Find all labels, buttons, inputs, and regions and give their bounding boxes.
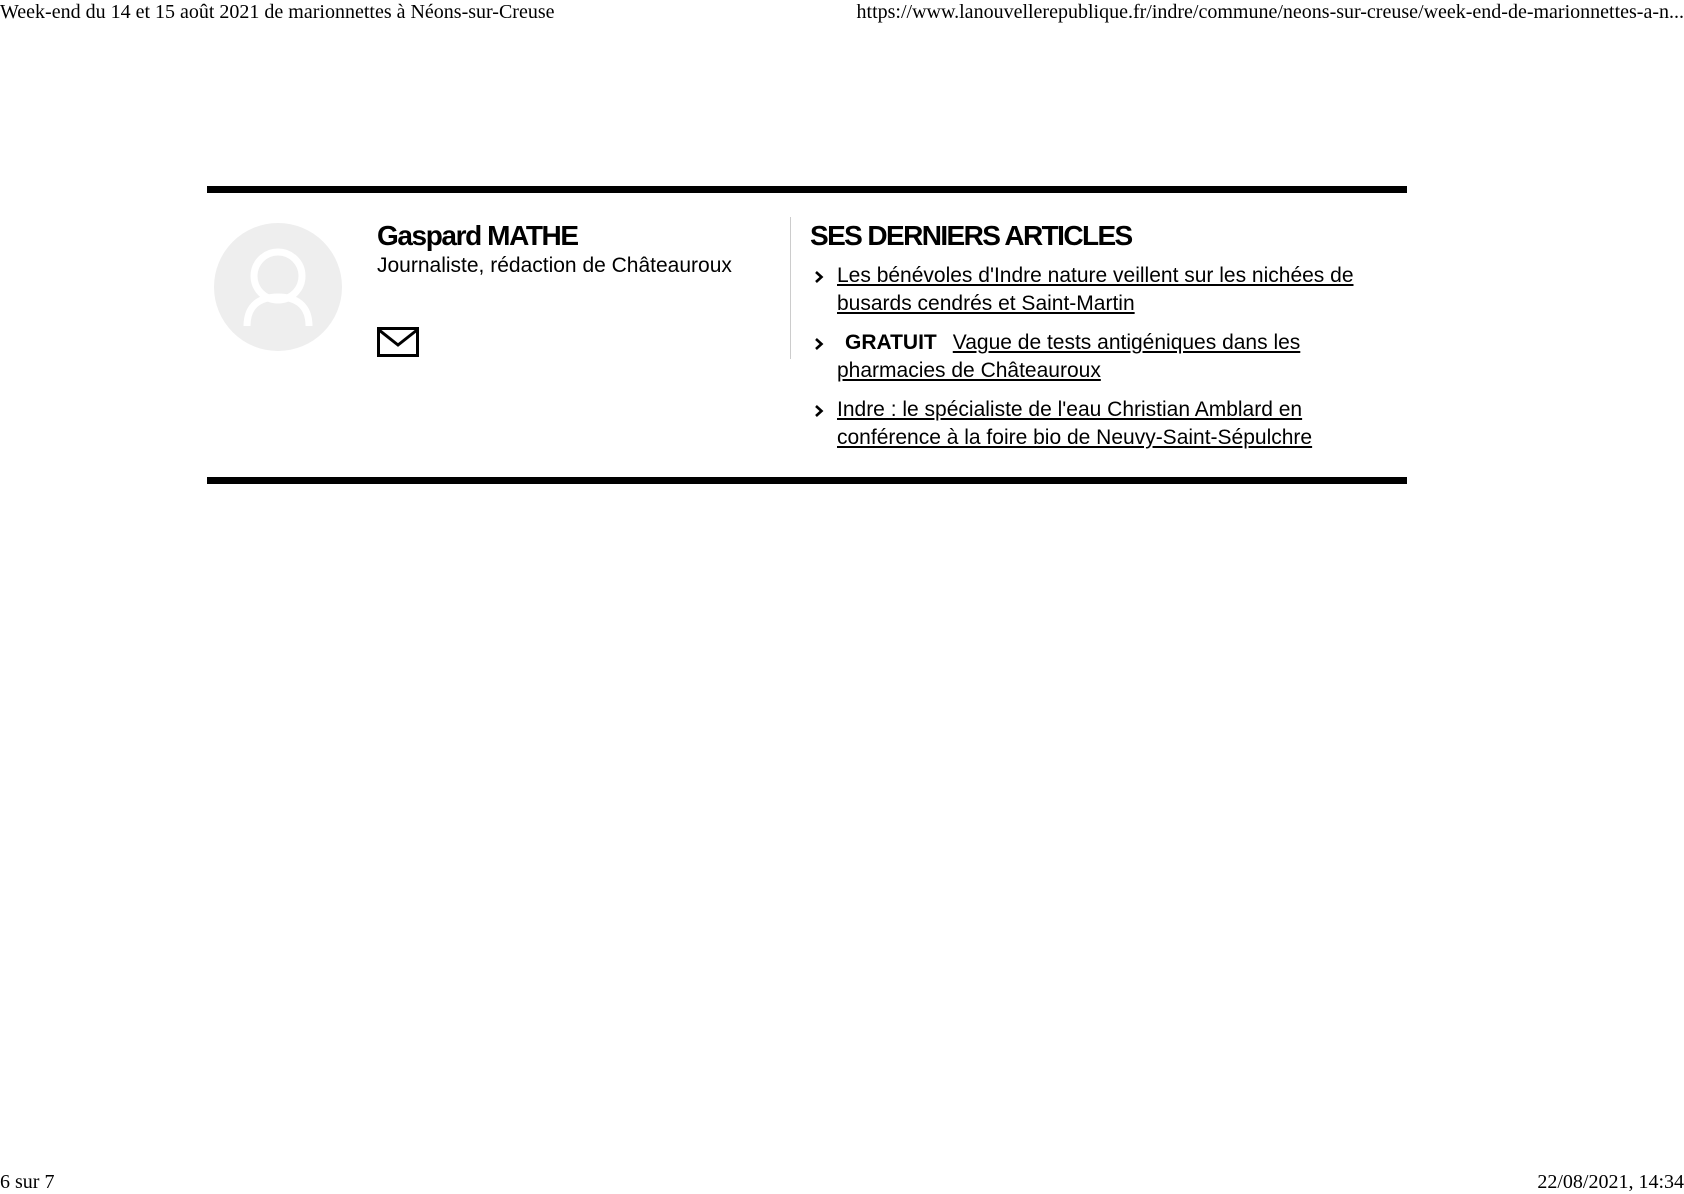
latest-articles-title: SES DERNIERS ARTICLES [810, 220, 1132, 251]
article-link[interactable]: Indre : le spécialiste de l'eau Christian Amblard en conférence à la foire bio de Neuvy-Saint-Sépulchre [837, 398, 1313, 449]
chevron-right-icon [814, 338, 824, 350]
author-card [207, 186, 1407, 484]
list-item [810, 329, 1400, 385]
chevron-right-icon [814, 271, 824, 283]
author-role: Journaliste, rédaction de Châteauroux [377, 254, 732, 277]
article-link[interactable]: Les bénévoles d'Indre nature veillent sur les nichées de busards cendrés et Saint-Martin [837, 264, 1354, 315]
article-list [810, 262, 1400, 452]
chevron-right-icon [814, 405, 824, 417]
divider [790, 217, 791, 359]
page-number: 6 sur 7 [0, 1171, 55, 1193]
article-link[interactable]: Vague de tests antigéniques dans les pharmacies de Châteauroux [837, 331, 1301, 382]
author-name: Gaspard MATHE [377, 220, 578, 251]
list-item [810, 396, 1400, 452]
free-badge: GRATUIT [845, 331, 937, 354]
user-icon [214, 223, 342, 351]
mail-button[interactable] [377, 327, 419, 357]
print-datetime: 22/08/2021, 14:34 [1537, 1171, 1684, 1193]
author-info [377, 219, 777, 279]
mail-icon [377, 327, 419, 357]
latest-articles [810, 219, 1400, 463]
print-page-title: Week-end du 14 et 15 août 2021 de marionnettes à Néons-sur-Creuse [0, 1, 555, 23]
list-item [810, 262, 1400, 318]
avatar [214, 223, 342, 351]
print-url: https://www.lanouvellerepublique.fr/indre/commune/neons-sur-creuse/week-end-de-marionnettes-a-n... [856, 1, 1684, 23]
